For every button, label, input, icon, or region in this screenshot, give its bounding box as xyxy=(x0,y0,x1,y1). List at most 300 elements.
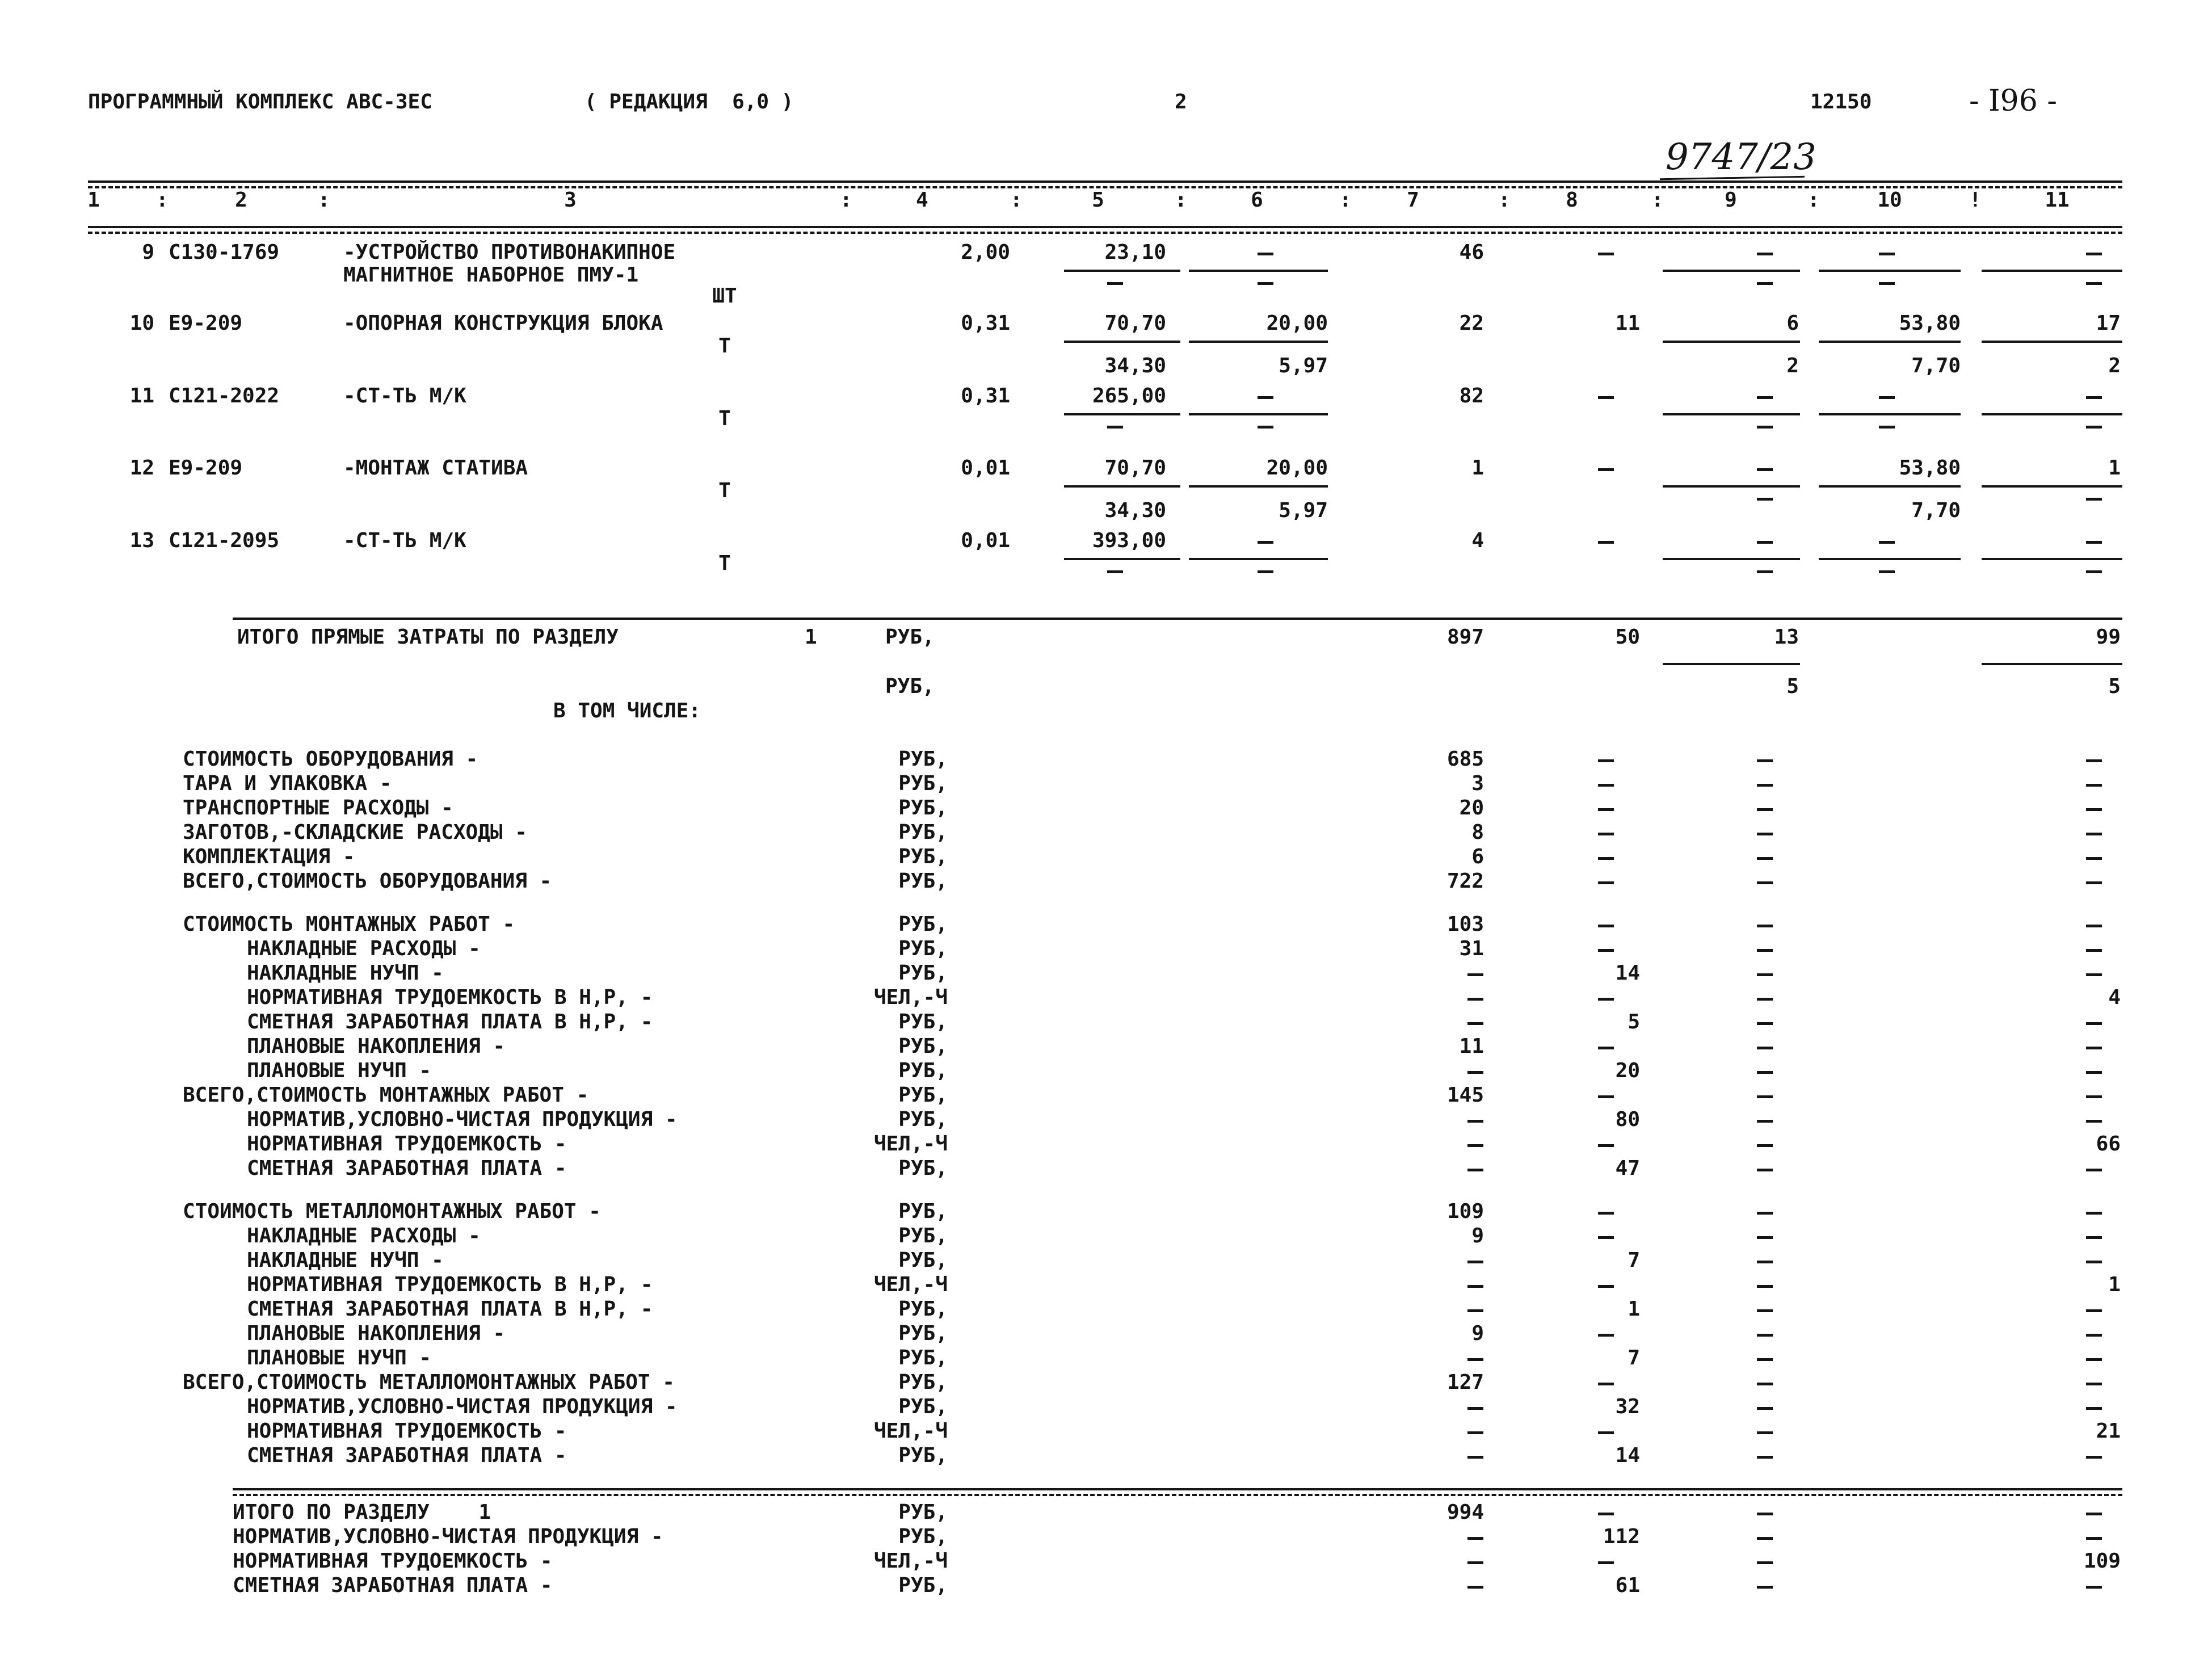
final-c8: 61 xyxy=(1615,1574,1640,1597)
item-c9-sub xyxy=(1757,570,1773,573)
final-unit: ЧЕЛ,-Ч xyxy=(873,1549,948,1573)
summary-c11 xyxy=(2086,1383,2102,1385)
section-total-c9: 13 xyxy=(1774,625,1799,649)
summary-label: ВСЕГО,СТОИМОСТЬ МЕТАЛЛОМОНТАЖНЫХ РАБОТ - xyxy=(183,1371,675,1394)
summary-c9 xyxy=(1757,1169,1773,1171)
summary-unit: РУБ, xyxy=(898,772,948,795)
final-c7 xyxy=(1467,1561,1483,1564)
item-c10-rule xyxy=(1819,485,1961,488)
summary-unit: РУБ, xyxy=(898,1108,948,1131)
summary-c8: 80 xyxy=(1615,1108,1640,1131)
summary-c8 xyxy=(1598,1047,1614,1049)
summary-label: НОРМАТИВНАЯ ТРУДОЕМКОСТЬ В Н,Р, - xyxy=(247,986,653,1009)
summary-c7 xyxy=(1467,1120,1483,1123)
item-c10-rule xyxy=(1819,413,1961,415)
summary-c7: 11 xyxy=(1459,1035,1484,1058)
item-c5-sub xyxy=(1107,282,1123,285)
summary-c7: 145 xyxy=(1446,1083,1484,1107)
summary-c7 xyxy=(1467,1431,1483,1434)
column-header-9: 9 xyxy=(1725,188,1737,212)
summary-label: СМЕТНАЯ ЗАРАБОТНАЯ ПЛАТА - xyxy=(247,1444,567,1467)
summary-c11 xyxy=(2086,1309,2102,1312)
summary-unit: РУБ, xyxy=(898,1083,948,1107)
summary-c8 xyxy=(1598,949,1614,952)
summary-c11 xyxy=(2086,1261,2102,1263)
item-quantity: 0,01 xyxy=(961,529,1010,552)
item-c8: 11 xyxy=(1615,312,1640,335)
item-c11: 1 xyxy=(2108,456,2121,480)
item-c6: 20,00 xyxy=(1266,456,1328,480)
summary-c8: 14 xyxy=(1615,1444,1640,1467)
item-c11-sub xyxy=(2086,282,2102,285)
summary-label: НАКЛАДНЫЕ РАСХОДЫ - xyxy=(247,937,481,960)
summary-c9 xyxy=(1757,1212,1773,1215)
table-top-rule xyxy=(88,180,2122,183)
item-c10-sub: 7,70 xyxy=(1911,499,1961,522)
item-quantity: 2,00 xyxy=(961,241,1010,264)
column-header-10: 10 xyxy=(1877,188,1902,212)
section-total-rule xyxy=(233,618,2122,620)
item-name: -ОПОРНАЯ КОНСТРУКЦИЯ БЛОКА xyxy=(343,312,663,335)
summary-c7 xyxy=(1467,1407,1483,1410)
summary-c9 xyxy=(1757,1095,1773,1098)
summary-unit: РУБ, xyxy=(898,796,948,820)
final-unit: РУБ, xyxy=(898,1525,948,1548)
item-c5-rule xyxy=(1064,558,1180,560)
item-c9-rule xyxy=(1663,413,1800,415)
column-separator: : xyxy=(1175,188,1187,212)
item-unit: Т xyxy=(718,334,731,358)
item-c7: 46 xyxy=(1459,241,1484,264)
summary-c7: 109 xyxy=(1446,1200,1484,1223)
item-c6-sub xyxy=(1258,282,1273,285)
summary-unit: РУБ, xyxy=(898,1249,948,1272)
section-total-label: ИТОГО ПРЯМЫЕ ЗАТРАТЫ ПО РАЗДЕЛУ xyxy=(237,625,619,649)
item-c11-rule xyxy=(1982,413,2122,415)
summary-c7 xyxy=(1467,1071,1483,1074)
summary-c7: 685 xyxy=(1446,747,1484,771)
summary-c9 xyxy=(1757,1383,1773,1385)
item-unit: Т xyxy=(718,407,731,430)
program-title: ПРОГРАММНЫЙ КОМПЛЕКС АВС-3ЕС xyxy=(88,90,432,114)
summary-c7 xyxy=(1467,1285,1483,1288)
item-c6-sub xyxy=(1258,570,1273,573)
item-code: С121-2095 xyxy=(169,529,280,552)
summary-c9 xyxy=(1757,998,1773,1001)
item-c10: 53,80 xyxy=(1899,312,1961,335)
final-c8: 112 xyxy=(1603,1525,1640,1548)
column-header-2: 2 xyxy=(235,188,247,212)
summary-c8 xyxy=(1598,1431,1614,1434)
item-unit: Т xyxy=(718,479,731,502)
item-number: 13 xyxy=(129,529,154,552)
summary-c7 xyxy=(1467,1456,1483,1459)
summary-c8 xyxy=(1598,808,1614,811)
summary-c8 xyxy=(1598,998,1614,1001)
final-c8 xyxy=(1598,1561,1614,1564)
item-c9 xyxy=(1757,396,1773,399)
summary-c11 xyxy=(2086,1334,2102,1337)
item-c9 xyxy=(1757,468,1773,471)
summary-c9 xyxy=(1757,881,1773,884)
item-code: С130-1769 xyxy=(169,241,280,264)
summary-c9 xyxy=(1757,1309,1773,1312)
summary-c9 xyxy=(1757,1120,1773,1123)
item-c9-rule xyxy=(1663,558,1800,560)
item-quantity: 0,31 xyxy=(961,312,1010,335)
summary-c9 xyxy=(1757,1144,1773,1147)
summary-label: НАКЛАДНЫЕ НУЧП - xyxy=(247,1249,444,1272)
summary-c9 xyxy=(1757,1261,1773,1263)
summary-c8: 32 xyxy=(1615,1395,1640,1418)
item-c10 xyxy=(1879,253,1895,255)
summary-label: НОРМАТИВ,УСЛОВНО-ЧИСТАЯ ПРОДУКЦИЯ - xyxy=(247,1108,678,1131)
summary-c9 xyxy=(1757,833,1773,835)
final-c7 xyxy=(1467,1586,1483,1589)
summary-c11: 21 xyxy=(2096,1419,2121,1443)
final-c7: 994 xyxy=(1446,1501,1484,1524)
item-c6 xyxy=(1258,253,1273,255)
final-c9 xyxy=(1757,1513,1773,1515)
section-total-c9-rule xyxy=(1663,663,1800,665)
handwritten-number: 9747/23 xyxy=(1666,136,1816,178)
summary-c8 xyxy=(1598,925,1614,927)
column-separator: : xyxy=(318,188,330,212)
summary-c9 xyxy=(1757,1047,1773,1049)
item-number: 12 xyxy=(129,456,154,480)
summary-c11 xyxy=(2086,808,2102,811)
item-c5: 393,00 xyxy=(1092,529,1166,552)
summary-label: ВСЕГО,СТОИМОСТЬ МОНТАЖНЫХ РАБОТ - xyxy=(183,1083,589,1107)
item-c11-sub: 2 xyxy=(2108,354,2121,377)
item-c7: 22 xyxy=(1459,312,1484,335)
summary-c9 xyxy=(1757,973,1773,976)
item-c11-sub xyxy=(2086,570,2102,573)
item-c6-sub: 5,97 xyxy=(1279,354,1328,377)
item-c9 xyxy=(1757,541,1773,544)
item-number: 11 xyxy=(129,384,154,408)
summary-c9 xyxy=(1757,1334,1773,1337)
final-c11 xyxy=(2086,1513,2102,1515)
summary-c8 xyxy=(1598,784,1614,787)
item-number: 9 xyxy=(142,241,154,264)
summary-c9 xyxy=(1757,784,1773,787)
section-total-c11: 99 xyxy=(2096,625,2121,649)
summary-c8: 7 xyxy=(1628,1249,1640,1272)
item-unit: Т xyxy=(718,552,731,575)
summary-unit: РУБ, xyxy=(898,1010,948,1034)
summary-c11: 66 xyxy=(2096,1132,2121,1156)
summary-c11 xyxy=(2086,949,2102,952)
item-c10: 53,80 xyxy=(1899,456,1961,480)
summary-c7 xyxy=(1467,1144,1483,1147)
final-c11: 109 xyxy=(2083,1549,2121,1573)
summary-c11 xyxy=(2086,833,2102,835)
summary-unit: РУБ, xyxy=(898,869,948,893)
summary-label: СТОИМОСТЬ ОБОРУДОВАНИЯ - xyxy=(183,747,478,771)
summary-c7: 6 xyxy=(1471,845,1484,868)
item-c5-rule xyxy=(1064,413,1180,415)
item-c11-sub xyxy=(2086,498,2102,501)
page-number: - I96 - xyxy=(1969,84,2057,118)
summary-label: ПЛАНОВЫЕ НУЧП - xyxy=(247,1059,432,1082)
summary-c9 xyxy=(1757,1071,1773,1074)
item-c5-sub: 34,30 xyxy=(1104,354,1166,377)
summary-c8: 14 xyxy=(1615,961,1640,985)
item-c9-sub: 2 xyxy=(1786,354,1799,377)
column-separator: : xyxy=(156,188,169,212)
summary-label: КОМПЛЕКТАЦИЯ - xyxy=(183,845,355,868)
summary-label: ТРАНСПОРТНЫЕ РАСХОДЫ - xyxy=(183,796,453,820)
summary-unit: РУБ, xyxy=(898,1157,948,1180)
column-separator: : xyxy=(1339,188,1352,212)
summary-c7: 31 xyxy=(1459,937,1484,960)
edition-label: ( РЕДАКЦИЯ 6,0 ) xyxy=(584,90,794,114)
item-c5-rule xyxy=(1064,270,1180,272)
final-unit: РУБ, xyxy=(898,1501,948,1524)
document-code: 12150 xyxy=(1810,90,1872,114)
item-number: 10 xyxy=(129,312,154,335)
item-c11-rule xyxy=(1982,270,2122,272)
item-c6 xyxy=(1258,541,1273,544)
item-name: -СТ-ТЬ М/К xyxy=(343,384,466,408)
final-c8 xyxy=(1598,1513,1614,1515)
item-c9-sub xyxy=(1757,498,1773,501)
summary-label: НОРМАТИВ,УСЛОВНО-ЧИСТАЯ ПРОДУКЦИЯ - xyxy=(247,1395,678,1418)
column-header-6: 6 xyxy=(1251,188,1263,212)
column-separator: : xyxy=(1010,188,1023,212)
item-c10 xyxy=(1879,396,1895,399)
summary-label: ПЛАНОВЫЕ НАКОПЛЕНИЯ - xyxy=(247,1035,506,1058)
summary-c11 xyxy=(2086,784,2102,787)
final-c11 xyxy=(2086,1537,2102,1540)
item-c9-rule xyxy=(1663,341,1800,343)
item-c11: 17 xyxy=(2096,312,2121,335)
summary-c11 xyxy=(2086,1095,2102,1098)
summary-c7: 127 xyxy=(1446,1371,1484,1394)
summary-unit: РУБ, xyxy=(898,845,948,868)
item-c9-sub xyxy=(1757,282,1773,285)
summary-c7: 3 xyxy=(1471,772,1484,795)
summary-label: НАКЛАДНЫЕ РАСХОДЫ - xyxy=(247,1224,481,1247)
item-c10-rule xyxy=(1819,341,1961,343)
item-c10-rule xyxy=(1819,558,1961,560)
summary-c11 xyxy=(2086,857,2102,860)
summary-c9 xyxy=(1757,1022,1773,1025)
item-c9-rule xyxy=(1663,485,1800,488)
summary-unit: ЧЕЛ,-Ч xyxy=(873,986,948,1009)
including-label: В ТОМ ЧИСЛЕ: xyxy=(553,699,701,723)
summary-c11 xyxy=(2086,925,2102,927)
column-header-4: 4 xyxy=(916,188,928,212)
summary-c11 xyxy=(2086,759,2102,762)
summary-unit: РУБ, xyxy=(898,1322,948,1345)
summary-c9 xyxy=(1757,1407,1773,1410)
item-c6-sub xyxy=(1258,426,1273,429)
item-c5-sub: 34,30 xyxy=(1104,499,1166,522)
summary-label: ПЛАНОВЫЕ НУЧП - xyxy=(247,1346,432,1370)
summary-c8 xyxy=(1598,1334,1614,1337)
item-c11 xyxy=(2086,396,2102,399)
item-c8 xyxy=(1598,396,1614,399)
item-unit: ШТ xyxy=(712,284,737,308)
column-separator: ! xyxy=(1969,188,1982,212)
summary-c7 xyxy=(1467,1261,1483,1263)
summary-unit: ЧЕЛ,-Ч xyxy=(873,1273,948,1296)
item-c8 xyxy=(1598,541,1614,544)
item-c9-rule xyxy=(1663,270,1800,272)
summary-c8: 1 xyxy=(1628,1297,1640,1321)
summary-unit: РУБ, xyxy=(898,1444,948,1467)
item-c6-rule xyxy=(1189,413,1328,415)
column-header-row xyxy=(0,189,2212,212)
column-header-3: 3 xyxy=(564,188,577,212)
summary-unit: РУБ, xyxy=(898,1297,948,1321)
summary-c9 xyxy=(1757,1285,1773,1288)
item-name: -УСТРОЙСТВО ПРОТИВОНАКИПНОЕ xyxy=(343,241,676,264)
summary-label: ПЛАНОВЫЕ НАКОПЛЕНИЯ - xyxy=(247,1322,506,1345)
summary-c8 xyxy=(1598,857,1614,860)
summary-c11 xyxy=(2086,1047,2102,1049)
item-c5: 23,10 xyxy=(1104,241,1166,264)
item-name: МАГНИТНОЕ НАБОРНОЕ ПМУ-1 xyxy=(343,263,639,287)
summary-unit: РУБ, xyxy=(898,913,948,936)
summary-c7 xyxy=(1467,1309,1483,1312)
summary-c9 xyxy=(1757,1358,1773,1361)
column-header-8: 8 xyxy=(1566,188,1578,212)
summary-unit: РУБ, xyxy=(898,1200,948,1223)
item-c10-sub: 7,70 xyxy=(1911,354,1961,377)
summary-c8: 20 xyxy=(1615,1059,1640,1082)
item-code: С121-2022 xyxy=(169,384,280,408)
summary-c7 xyxy=(1467,973,1483,976)
summary-unit: РУБ, xyxy=(898,821,948,844)
item-c6-rule xyxy=(1189,558,1328,560)
summary-unit: РУБ, xyxy=(898,747,948,771)
summary-c11: 4 xyxy=(2108,986,2121,1009)
summary-c11 xyxy=(2086,1120,2102,1123)
summary-label: СТОИМОСТЬ МЕТАЛЛОМОНТАЖНЫХ РАБОТ - xyxy=(183,1200,601,1223)
summary-label: СМЕТНАЯ ЗАРАБОТНАЯ ПЛАТА - xyxy=(247,1157,567,1180)
summary-unit: ЧЕЛ,-Ч xyxy=(873,1419,948,1443)
summary-label: ВСЕГО,СТОИМОСТЬ ОБОРУДОВАНИЯ - xyxy=(183,869,552,893)
summary-c11 xyxy=(2086,1022,2102,1025)
item-c6-rule xyxy=(1189,270,1328,272)
summary-c11 xyxy=(2086,1212,2102,1215)
summary-c11 xyxy=(2086,1407,2102,1410)
summary-c11: 1 xyxy=(2108,1273,2121,1296)
summary-label: НОРМАТИВНАЯ ТРУДОЕМКОСТЬ - xyxy=(247,1132,567,1156)
item-c7: 4 xyxy=(1471,529,1484,552)
item-c11-rule xyxy=(1982,558,2122,560)
summary-c8: 5 xyxy=(1628,1010,1640,1034)
summary-c11 xyxy=(2086,1071,2102,1074)
summary-c9 xyxy=(1757,759,1773,762)
final-label: НОРМАТИВ,УСЛОВНО-ЧИСТАЯ ПРОДУКЦИЯ - xyxy=(233,1525,663,1548)
item-c10-sub xyxy=(1879,282,1895,285)
section-total-c8: 50 xyxy=(1615,625,1640,649)
summary-c9 xyxy=(1757,949,1773,952)
final-label: НОРМАТИВНАЯ ТРУДОЕМКОСТЬ - xyxy=(233,1549,553,1573)
summary-c11 xyxy=(2086,973,2102,976)
summary-c7: 9 xyxy=(1471,1322,1484,1345)
item-c10-rule xyxy=(1819,270,1961,272)
item-quantity: 0,31 xyxy=(961,384,1010,408)
final-c9 xyxy=(1757,1586,1773,1589)
final-label: ИТОГО ПО РАЗДЕЛУ 1 xyxy=(233,1501,491,1524)
summary-c11 xyxy=(2086,881,2102,884)
item-c10-sub xyxy=(1879,426,1895,429)
final-c7 xyxy=(1467,1537,1483,1540)
summary-c9 xyxy=(1757,808,1773,811)
item-c6: 20,00 xyxy=(1266,312,1328,335)
item-c11 xyxy=(2086,541,2102,544)
column-separator: : xyxy=(1498,188,1511,212)
item-c5-sub xyxy=(1107,426,1123,429)
summary-label: НАКЛАДНЫЕ НУЧП - xyxy=(247,961,444,985)
section-total-unit-2: РУБ, xyxy=(885,675,935,698)
summary-c9 xyxy=(1757,1431,1773,1434)
item-c9 xyxy=(1757,253,1773,255)
column-separator: : xyxy=(1807,188,1820,212)
summary-c8 xyxy=(1598,833,1614,835)
item-c6-sub: 5,97 xyxy=(1279,499,1328,522)
summary-c8 xyxy=(1598,1212,1614,1215)
item-c11-rule xyxy=(1982,485,2122,488)
summary-unit: РУБ, xyxy=(898,961,948,985)
summary-label: СМЕТНАЯ ЗАРАБОТНАЯ ПЛАТА В Н,Р, - xyxy=(247,1010,653,1034)
final-c11 xyxy=(2086,1586,2102,1589)
final-total-rule-dashed xyxy=(233,1494,2122,1496)
summary-c7: 20 xyxy=(1459,796,1484,820)
item-c7: 1 xyxy=(1471,456,1484,480)
item-c5: 265,00 xyxy=(1092,384,1166,408)
sheet-number: 2 xyxy=(1175,90,1187,114)
section-total-unit: РУБ, xyxy=(885,625,935,649)
item-c8 xyxy=(1598,468,1614,471)
summary-label: НОРМАТИВНАЯ ТРУДОЕМКОСТЬ - xyxy=(247,1419,567,1443)
summary-c8: 47 xyxy=(1615,1157,1640,1180)
section-total-c11-sub: 5 xyxy=(2108,675,2121,698)
summary-c9 xyxy=(1757,857,1773,860)
item-code: Е9-209 xyxy=(169,312,243,335)
item-c6-rule xyxy=(1189,341,1328,343)
item-c5-rule xyxy=(1064,485,1180,488)
final-c9 xyxy=(1757,1561,1773,1564)
section-total-c11-rule xyxy=(1982,663,2122,665)
column-header-5: 5 xyxy=(1092,188,1104,212)
summary-c7 xyxy=(1467,1022,1483,1025)
final-unit: РУБ, xyxy=(898,1574,948,1597)
summary-c8 xyxy=(1598,759,1614,762)
summary-c8 xyxy=(1598,1144,1614,1147)
header-bottom-rule-dashed xyxy=(88,232,2122,234)
section-total-number: 1 xyxy=(805,625,817,649)
item-quantity: 0,01 xyxy=(961,456,1010,480)
summary-c8 xyxy=(1598,881,1614,884)
final-c9 xyxy=(1757,1537,1773,1540)
summary-c11 xyxy=(2086,1456,2102,1459)
section-total-c9-sub: 5 xyxy=(1786,675,1799,698)
summary-c8: 7 xyxy=(1628,1346,1640,1370)
summary-c7: 9 xyxy=(1471,1224,1484,1247)
summary-c8 xyxy=(1598,1285,1614,1288)
item-c11-rule xyxy=(1982,341,2122,343)
item-c11 xyxy=(2086,253,2102,255)
item-c10 xyxy=(1879,541,1895,544)
item-c10-sub xyxy=(1879,570,1895,573)
summary-unit: РУБ, xyxy=(898,1059,948,1082)
